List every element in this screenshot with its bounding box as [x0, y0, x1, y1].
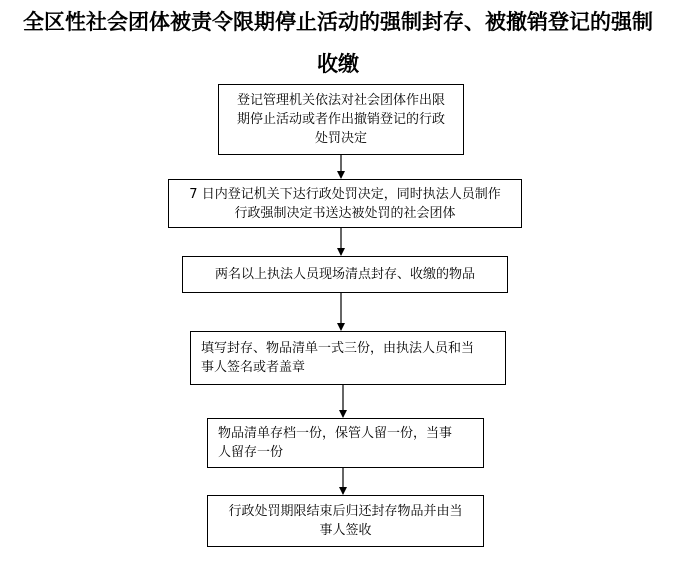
step-2-box: [168, 179, 522, 228]
step-5-line-1: 物品清单存档一份，保管人留一份，当事: [218, 426, 453, 441]
step-2-line-2: 行政强制决定书送达被处罚的社会团体: [234, 205, 456, 221]
step-2-line-1: 7 日内登记机关下达行政处罚决定，同时执法人员制作: [189, 186, 501, 202]
step-1-box: [218, 84, 464, 155]
step-6-line-2: 事人签收: [319, 523, 372, 538]
step-4-line-2: 事人签名或者盖章: [201, 360, 306, 375]
diagram-title-line-1: 全区性社会团体被责令限期停止活动的强制封存、被撤销登记的强制: [23, 10, 653, 34]
step-6-box: [207, 495, 484, 547]
step-1-line-2: 期停止活动或者作出撤销登记的行政: [236, 112, 445, 127]
diagram-title-line-2: 收缴: [317, 52, 359, 76]
step-6-line-1: 行政处罚期限结束后归还封存物品并由当: [228, 504, 463, 519]
step-5-box: [207, 418, 484, 468]
step-4-box: [190, 331, 506, 385]
step-3-line-1: 两名以上执法人员现场清点封存、收缴的物品: [214, 267, 475, 282]
step-1-line-3: 处罚决定: [314, 131, 367, 146]
step-5-line-2: 人留存一份: [218, 445, 284, 460]
step-4-line-1: 填写封存、物品清单一式三份，由执法人员和当: [201, 341, 475, 356]
step-1-line-1: 登记管理机关依法对社会团体作出限: [236, 93, 445, 108]
step-3-box: [182, 256, 508, 293]
